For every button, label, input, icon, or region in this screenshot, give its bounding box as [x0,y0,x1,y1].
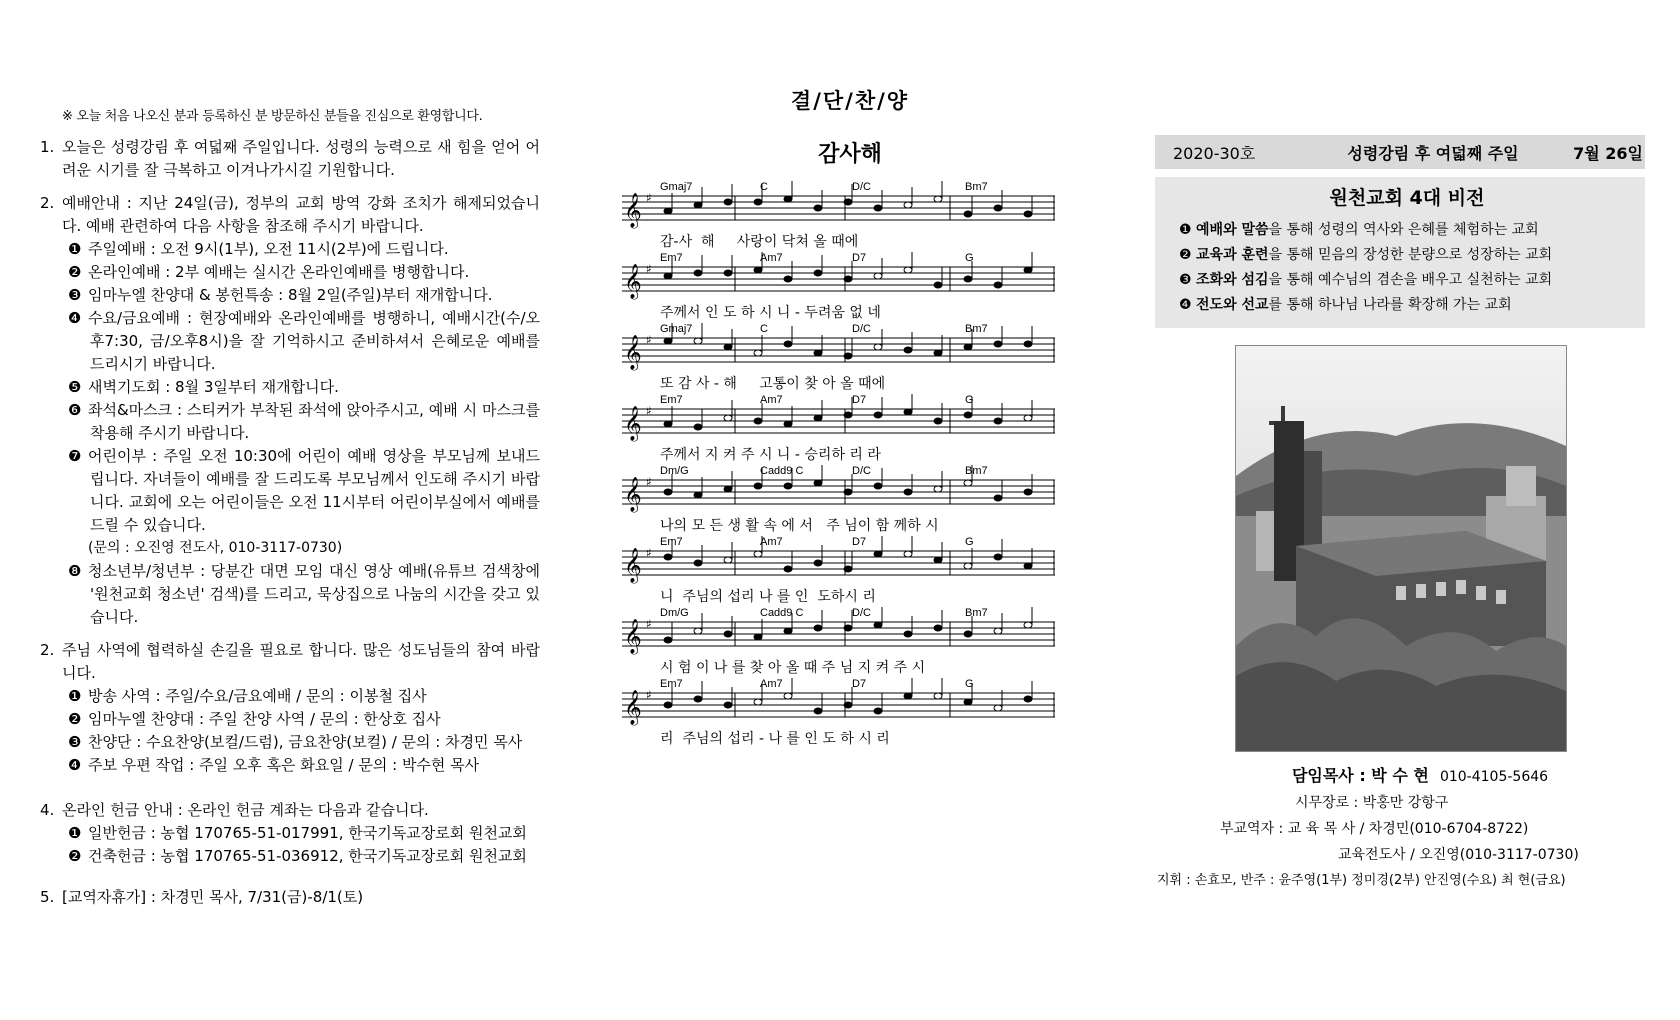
note [754,267,762,273]
note [1024,415,1032,421]
note [904,267,912,273]
chord-label: Am7 [760,536,783,548]
list-item: ❶ 주일예배 : 오전 9시(1부), 오전 11시(2부)에 드립니다. [68,240,449,258]
chord-label: Em7 [660,678,683,690]
sharp-icon: ♯ [646,617,652,631]
note [694,696,702,702]
sharp-icon: ♯ [646,191,652,205]
note [934,282,942,288]
announcements-column [40,105,540,919]
lyric-line: 니 주님의 섭리 나 를 인 도하시 리 [660,589,876,604]
chord-label: Am7 [760,394,783,406]
senior-pastor: 담임목사 : 박 수 현 010-4105-5646 [1291,766,1549,785]
note [664,489,672,495]
treble-clef-icon: 𝄞 [624,406,642,441]
contact-line: (문의 : 오진영 전도사, 010-3117-0730) [88,540,343,556]
lyric-line: 감-사 해 사랑이 닥쳐 올 때에 [660,234,859,249]
staff-row [600,391,1100,462]
staff-info [1155,763,1645,894]
worship-list [40,238,540,629]
note [814,270,822,276]
vision-item: ❸ 조화와 섬김을 통해 예수님의 겸손을 배우고 실천하는 교회 [1179,272,1553,288]
note [754,199,762,205]
note [934,693,942,699]
chord-label: Cadd9 C [760,465,804,477]
staff-row [600,462,1100,533]
note [844,412,852,418]
note [814,625,822,631]
chord-label: D/C [852,465,871,477]
note [934,625,942,631]
list-item: ❷ 온라인예배 : 2부 예배는 실시간 온라인예배를 병행합니다. [68,263,470,281]
note [664,637,672,643]
staff [620,391,1060,462]
announcement-5: 5. [교역자휴가] : 차경민 목사, 7/31(금)-8/1(토) [40,888,364,906]
staff [620,249,1060,320]
lyric-line: 또 감 사 - 해 고통이 찾 아 올 때에 [660,376,886,391]
note [994,495,1002,501]
staff-row [600,604,1100,675]
song-column [600,85,1100,746]
announcement-3: 2. 주님 사역에 협력하실 손길을 필요로 합니다. 많은 성도님들의 참여 바랍니다. [40,641,540,682]
lyric-line: 시 험 이 나 를 찾 아 올 때 주 님 지 켜 주 시 [660,660,926,675]
vision-item: ❷ 교육과 훈련을 통해 믿음의 장성한 분량으로 성장하는 교회 [1179,247,1553,263]
ministry-list [40,685,540,777]
note [664,208,672,214]
note [694,492,702,498]
note [964,412,972,418]
sharp-icon: ♯ [646,262,652,276]
chord-label: Em7 [660,536,683,548]
treble-clef-icon: 𝄞 [624,264,642,299]
note [814,415,822,421]
note [904,202,912,208]
song-title: 감사해 [818,142,882,167]
note [664,273,672,279]
chord-label: Bm7 [965,465,988,477]
sheet-music [600,178,1100,746]
chord-label: Em7 [660,394,683,406]
lyric-line: 주께서 지 켜 주 시 니 - 승리하 리 라 [660,447,881,462]
note [664,702,672,708]
note [994,554,1002,560]
offering-list [40,822,540,868]
note [664,421,672,427]
note [1024,211,1032,217]
info-column [1155,135,1645,888]
chord-label: Bm7 [965,323,988,335]
note [904,551,912,557]
note [664,338,672,344]
list-item: ❶ 방송 사역 : 주일/수요/금요예배 / 문의 : 이봉철 집사 [68,687,427,705]
note [1024,489,1032,495]
note [874,412,882,418]
note [844,625,852,631]
section-heading: 결/단/찬/양 [790,89,910,113]
note [814,560,822,566]
note [724,486,732,492]
note [784,693,792,699]
list-item: ❺ 새벽기도회 : 8월 3일부터 재개합니다. [68,378,339,396]
associate-2: 교육전도사 / 오진영(010-3117-0730) [1338,847,1579,863]
chord-label: Gmaj7 [660,181,693,193]
chord-label: Dm/G [660,607,689,619]
staff [620,533,1060,604]
note [814,480,822,486]
note [754,418,762,424]
treble-clef-icon: 𝄞 [624,193,642,228]
staff [620,604,1060,675]
note [784,196,792,202]
chord-label: C [760,181,768,193]
note [724,702,732,708]
note [1024,696,1032,702]
announcement-1: 1. 오늘은 성령강림 후 여덟째 주일입니다. 성령의 능력으로 새 힘을 얻어 어려운 시기를 잘 극복하고 이겨나가시길 기원합니다. [40,138,540,179]
note [814,708,822,714]
note [934,486,942,492]
elders: 시무장로 : 박홍만 강항구 [1295,795,1449,811]
note [1024,267,1032,273]
note [874,205,882,211]
note [784,276,792,282]
chord-label: Bm7 [965,607,988,619]
note [964,699,972,705]
note [664,554,672,560]
chord-label: Em7 [660,252,683,264]
note [694,424,702,430]
issue-number: 2020-30호 [1173,143,1256,163]
note [994,205,1002,211]
list-item: ❸ 임마누엘 찬양대 & 봉헌특송 : 8월 2일(주일)부터 재개합니다. [68,286,493,304]
list-item: ❷ 건축헌금 : 농협 170765-51-036912, 한국기독교장로회 원천교회 [68,847,527,865]
note [874,483,882,489]
chord-label: Am7 [760,252,783,264]
note [964,631,972,637]
note [724,415,732,421]
note [784,341,792,347]
note [844,276,852,282]
note [724,270,732,276]
note [694,202,702,208]
note [694,338,702,344]
note [934,350,942,356]
note [1024,341,1032,347]
vision-box [1155,177,1645,328]
note [964,276,972,282]
note [994,282,1002,288]
sharp-icon: ♯ [646,404,652,418]
church-photo [1235,345,1567,752]
staff-row [600,178,1100,249]
note [904,347,912,353]
church-building-image [1236,346,1566,751]
note [844,199,852,205]
note [874,273,882,279]
treble-clef-icon: 𝄞 [624,335,642,370]
treble-clef-icon: 𝄞 [624,690,642,725]
chord-label: Gmaj7 [660,323,693,335]
staff-row [600,320,1100,391]
list-item: ❼ 어린이부 : 주일 오전 10:30에 어린이 예배 영상을 부모님께 보내드립니다. 자녀들이 예배를 잘 드리도록 부모님께서 인도해 주시기 바랍니다. 교회에 오는 어린이들은 오전 11시부터 어린이부실에서 예배를 드릴 수 있습니다. [68,447,540,534]
note [844,353,852,359]
note [1024,622,1032,628]
note [784,628,792,634]
lyric-line: 리 주님의 섭리 - 나 를 인 도 하 시 리 [660,731,890,746]
note [724,344,732,350]
note [724,631,732,637]
note [694,270,702,276]
list-item: ❷ 임마누엘 찬양대 : 주일 찬양 사역 / 문의 : 한상호 집사 [68,710,441,728]
note [754,699,762,705]
note [994,705,1002,711]
note [904,489,912,495]
note [784,421,792,427]
chord-label: D/C [852,181,871,193]
treble-clef-icon: 𝄞 [624,477,642,512]
chord-label: Dm/G [660,465,689,477]
note [874,551,882,557]
associate-1: 부교역자 : 교 육 목 사 / 차경민(010-6704-8722) [1220,821,1529,837]
note [754,551,762,557]
note [934,418,942,424]
note [994,628,1002,634]
note [724,557,732,563]
chord-label: D/C [852,323,871,335]
note [694,560,702,566]
note [724,199,732,205]
note [754,634,762,640]
staff [620,320,1060,391]
welcome-notice: ※ 오늘 처음 나오신 분과 등록하신 분 방문하신 분들을 진심으로 환영합니다. [62,109,483,124]
note [934,196,942,202]
note [994,341,1002,347]
bulletin-header [1155,135,1645,169]
note [904,409,912,415]
list-item: ❹ 수요/금요예배 : 현장예배와 온라인예배를 병행하니, 예배시간(수/오후7:30, 금/오후8시)을 잘 기억하시고 준비하셔서 은혜로운 예배를 드리시기 바랍니다. [68,309,540,373]
staff [620,462,1060,533]
lyric-line: 주께서 인 도 하 시 니 - 두려움 없 네 [660,305,881,320]
chord-label: Bm7 [965,181,988,193]
note [904,693,912,699]
chord-label: D7 [852,536,867,548]
note [694,628,702,634]
note [874,344,882,350]
staff-row [600,675,1100,746]
chord-label: G [965,536,974,548]
list-item: ❸ 찬양단 : 수요찬양(보컬/드럼), 금요찬양(보컬) / 문의 : 차경민 목사 [68,733,523,751]
list-item: ❹ 주보 우편 작업 : 주일 오후 혹은 화요일 / 문의 : 박수현 목사 [68,756,480,774]
list-item: ❶ 일반헌금 : 농협 170765-51-017991, 한국기독교장로회 원천교회 [68,824,527,842]
lyric-line: 나의 모 든 생 활 속 에 서 주 님이 함 께하 시 [660,518,939,533]
note [784,566,792,572]
note [754,350,762,356]
note [844,489,852,495]
announcement-4: 4. 온라인 헌금 안내 : 온라인 헌금 계좌는 다음과 같습니다. [40,801,429,819]
vision-item: ❹ 전도와 선교를 통해 하나님 나라를 확장해 가는 교회 [1179,297,1512,313]
staff-row [600,249,1100,320]
sharp-icon: ♯ [646,688,652,702]
sunday-name: 성령강림 후 여덟째 주일 [1347,143,1519,163]
note [994,418,1002,424]
note [874,708,882,714]
music-staff: 지휘 : 손효모, 반주 : 윤주영(1부) 정미경(2부) 안진영(수요) 최 현(금요) [1157,873,1566,888]
announcement-2: 2. 예배안내 : 지난 24일(금), 정부의 교회 방역 강화 조치가 해제되었습니다. 예배 관련하여 다음 사항을 참조해 주시기 바랍니다. [40,194,540,235]
note [754,483,762,489]
chord-label: G [965,678,974,690]
sharp-icon: ♯ [646,475,652,489]
chord-label: C [760,323,768,335]
note [814,205,822,211]
chord-label: Cadd9 C [760,607,804,619]
chord-label: Am7 [760,678,783,690]
sharp-icon: ♯ [646,333,652,347]
staff [620,675,1060,746]
vision-title: 원천교회 4대 비전 [1329,187,1485,209]
note [934,557,942,563]
staff [620,178,1060,249]
staff-row [600,533,1100,604]
note [814,350,822,356]
note [784,483,792,489]
bulletin-date: 7월 26일 [1573,143,1643,163]
note [964,211,972,217]
note [1024,563,1032,569]
chord-label: D7 [852,394,867,406]
note [904,631,912,637]
note [874,622,882,628]
treble-clef-icon: 𝄞 [624,619,642,654]
pastor-phone: 010-4105-5646 [1439,769,1549,785]
note [964,563,972,569]
chord-label: D7 [852,678,867,690]
note [964,480,972,486]
list-item: ❻ 좌석&마스크 : 스티커가 부착된 좌석에 앉아주시고, 예배 시 마스크를 착용해 주시기 바랍니다. [68,401,540,442]
note [844,566,852,572]
chord-label: G [965,394,974,406]
vision-item: ❶ 예배와 말씀을 통해 성령의 역사와 은혜를 체험하는 교회 [1179,222,1539,238]
list-item: ❽ 청소년부/청년부 : 당분간 대면 모임 대신 영상 예배(유튜브 검색창에 '원천교회 청소년' 검색)를 드리고, 묵상집으로 나눔의 시간을 갖고 있습니다. [68,562,540,626]
chord-label: D7 [852,252,867,264]
note [964,344,972,350]
note [844,702,852,708]
sharp-icon: ♯ [646,546,652,560]
chord-label: G [965,252,974,264]
chord-label: D/C [852,607,871,619]
treble-clef-icon: 𝄞 [624,548,642,583]
